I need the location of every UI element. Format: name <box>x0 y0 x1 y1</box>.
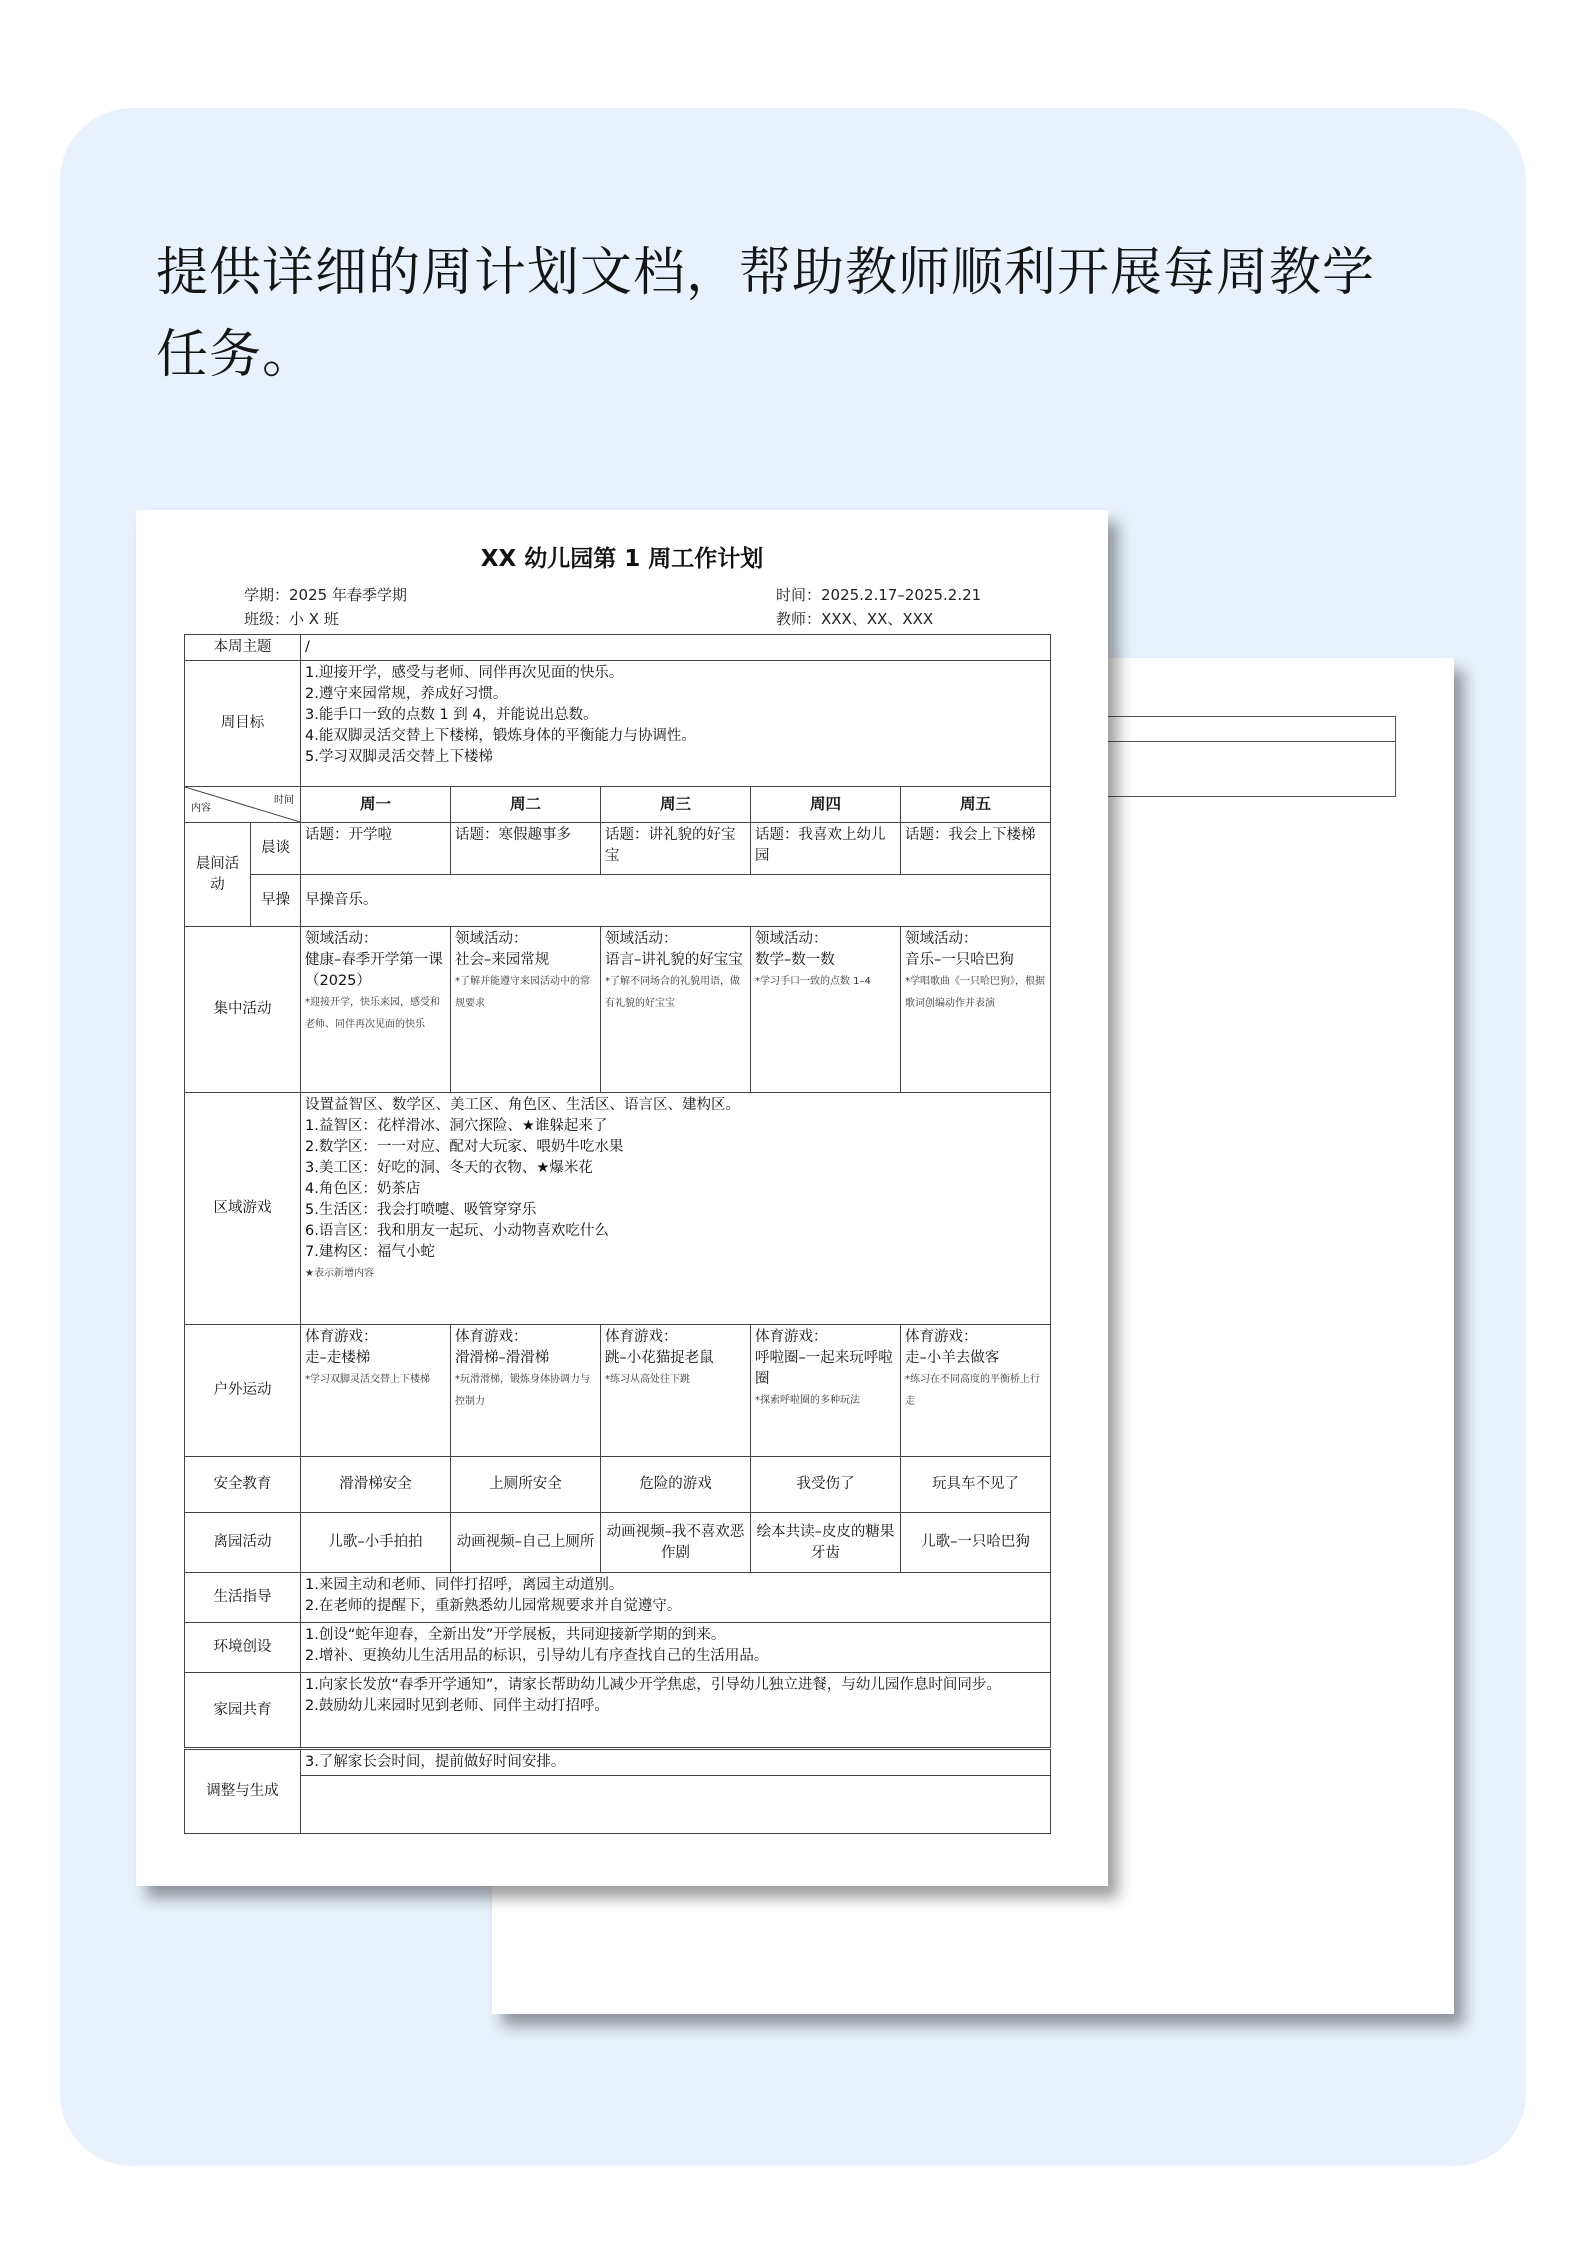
exercise-label: 早操 <box>251 875 301 927</box>
area-line: 7.建构区：福气小蛇 <box>305 1244 435 1260</box>
day-header-tue: 周二 <box>451 787 601 823</box>
talk-label: 晨谈 <box>251 823 301 875</box>
teacher-text: 教师：XXX、XX、XXX <box>776 610 934 628</box>
diagonal-header-cell <box>185 787 301 823</box>
safety-cell: 滑滑梯安全 <box>301 1457 451 1513</box>
safety-cell: 我受伤了 <box>751 1457 901 1513</box>
area-line: 设置益智区、数学区、美工区、角色区、生活区、语言区、建构区。 <box>305 1097 740 1113</box>
talk-cell: 话题：我会上下楼梯 <box>901 823 1051 875</box>
goal-item: 3.能手口一致的点数 1 到 4，并能说出总数。 <box>305 707 598 723</box>
outdoor-cell: 体育游戏： 呼啦圈–一起来玩呼啦圈 *探索呼啦圈的多种玩法 <box>751 1325 901 1457</box>
front-document-page <box>136 510 1108 1886</box>
area-game-content <box>301 1093 1051 1325</box>
leave-cell: 动画视频–我不喜欢恶作剧 <box>601 1513 751 1573</box>
group-cell: 领域活动： 社会–来园常规 *了解并能遵守来园活动中的常规要求 <box>451 927 601 1093</box>
life-guide-label: 生活指导 <box>185 1573 301 1623</box>
group-cell: 领域活动： 健康–春季开学第一课（2025） *迎接开学，快乐来园，感受和老师、同伴再次见面的快乐 <box>301 927 451 1093</box>
environment-content: 1.创设“蛇年迎春，全新出发”开学展板，共同迎接新学期的到来。 2.增补、更换幼儿生活用品的标识，引导幼儿有序查找自己的生活用品。 <box>301 1623 1051 1673</box>
home-school-content: 1.向家长发放“春季开学通知”，请家长帮助幼儿减少开学焦虑，引导幼儿独立进餐，与幼儿园作息时间同步。 2.鼓励幼儿来园时见到老师、同伴主动打招呼。 <box>301 1673 1051 1749</box>
talk-cell: 话题：寒假趣事多 <box>451 823 601 875</box>
day-header-fri: 周五 <box>901 787 1051 823</box>
safety-cell: 上厕所安全 <box>451 1457 601 1513</box>
adjust-content <box>301 1776 1051 1834</box>
goal-list <box>301 661 1051 787</box>
home-school-label: 家园共育 <box>185 1673 301 1749</box>
safety-label: 安全教育 <box>185 1457 301 1513</box>
day-header-mon: 周一 <box>301 787 451 823</box>
environment-label: 环境创设 <box>185 1623 301 1673</box>
talk-cell: 话题：我喜欢上幼儿园 <box>751 823 901 875</box>
goal-item: 4.能双脚灵活交替上下楼梯，锻炼身体的平衡能力与协调性。 <box>305 728 696 744</box>
area-line: 1.益智区：花样滑冰、洞穴探险、★谁躲起来了 <box>305 1118 608 1134</box>
outdoor-cell: 体育游戏： 走–走楼梯 *学习双脚灵活交替上下楼梯 <box>301 1325 451 1457</box>
leave-cell: 动画视频–自己上厕所 <box>451 1513 601 1573</box>
theme-label: 本周主题 <box>185 635 301 661</box>
goal-item: 1.迎接开学，感受与老师、同伴再次见面的快乐。 <box>305 665 624 681</box>
safety-cell: 危险的游戏 <box>601 1457 751 1513</box>
leave-label: 离园活动 <box>185 1513 301 1573</box>
group-cell: 领域活动： 数学–数一数 *学习手口一致的点数 1–4 <box>751 927 901 1093</box>
area-line: 2.数学区：一一对应、配对大玩家、喂奶牛吃水果 <box>305 1139 624 1155</box>
goal-item: 5.学习双脚灵活交替上下楼梯 <box>305 749 493 765</box>
outdoor-label: 户外运动 <box>185 1325 301 1457</box>
goal-label: 周目标 <box>185 661 301 787</box>
area-game-label: 区域游戏 <box>185 1093 301 1325</box>
goal-item: 2.遵守来园常规，养成好习惯。 <box>305 686 508 702</box>
safety-cell: 玩具车不见了 <box>901 1457 1051 1513</box>
area-line: 3.美工区：好吃的洞、冬天的衣物、★爆米花 <box>305 1160 593 1176</box>
group-activity-label: 集中活动 <box>185 927 301 1093</box>
home-school-continued: 3.了解家长会时间，提前做好时间安排。 <box>301 1749 1051 1776</box>
day-header-wed: 周三 <box>601 787 751 823</box>
leave-cell: 儿歌–一只哈巴狗 <box>901 1513 1051 1573</box>
area-note: ★表示新增内容 <box>305 1268 374 1279</box>
area-line: 5.生活区：我会打喷嚏、吸管穿穿乐 <box>305 1202 537 1218</box>
time-text: 时间：2025.2.17–2025.2.21 <box>776 586 982 604</box>
life-guide-content: 1.来园主动和老师、同伴打招呼，离园主动道别。 2.在老师的提醒下，重新熟悉幼儿园常规要求并自觉遵守。 <box>301 1573 1051 1623</box>
outdoor-cell: 体育游戏： 滑滑梯–滑滑梯 *玩滑滑梯，锻炼身体协调力与控制力 <box>451 1325 601 1457</box>
weekly-plan-table <box>184 634 1051 1834</box>
document-title: XX 幼儿园第 1 周工作计划 <box>480 546 764 572</box>
leave-cell: 绘本共读–皮皮的糖果牙齿 <box>751 1513 901 1573</box>
corner-time-label: 时间 <box>274 795 294 806</box>
area-line: 4.角色区：奶茶店 <box>305 1181 421 1197</box>
outdoor-cell: 体育游戏： 走–小羊去做客 *练习在不同高度的平衡桥上行走 <box>901 1325 1051 1457</box>
area-line: 6.语言区：我和朋友一起玩、小动物喜欢吃什么 <box>305 1223 609 1239</box>
day-header-thu: 周四 <box>751 787 901 823</box>
talk-cell: 话题：开学啦 <box>301 823 451 875</box>
group-cell: 领域活动： 音乐–一只哈巴狗 *学唱歌曲《一只哈巴狗》，根据歌词创编动作并表演 <box>901 927 1051 1093</box>
group-cell: 领域活动： 语言–讲礼貌的好宝宝 *了解不同场合的礼貌用语，做有礼貌的好宝宝 <box>601 927 751 1093</box>
corner-content-label: 内容 <box>191 803 211 814</box>
outdoor-cell: 体育游戏： 跳–小花猫捉老鼠 *练习从高处往下跳 <box>601 1325 751 1457</box>
exercise-value: 早操音乐。 <box>301 875 1051 927</box>
class-text: 班级：小 X 班 <box>244 610 339 628</box>
adjust-label: 调整与生成 <box>185 1749 301 1834</box>
leave-cell: 儿歌–小手拍拍 <box>301 1513 451 1573</box>
page-headline: 提供详细的周计划文档，帮助教师顺利开展每周教学任务。 <box>156 243 1376 385</box>
theme-value: / <box>301 635 1051 661</box>
morning-activity-label: 晨间活动 <box>185 823 251 927</box>
talk-cell: 话题：讲礼貌的好宝宝 <box>601 823 751 875</box>
term-text: 学期：2025 年春季学期 <box>244 586 407 604</box>
